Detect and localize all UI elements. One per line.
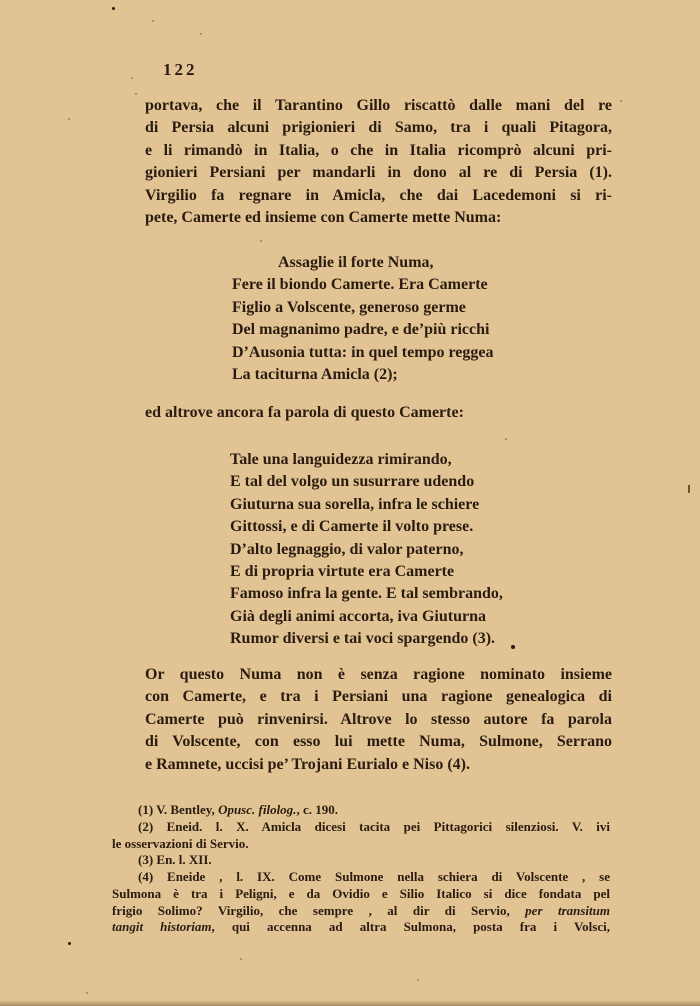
scan-bottom-shadow [0, 1000, 700, 1006]
footnote-text: , qui accenna ad altra Sulmona, posta fra i Volsci, [211, 919, 610, 935]
footnote-italic-phrase: per transitum [525, 902, 611, 918]
paragraph-line: gionieri Persiani per mandarli in dono al re di Persia (1). [145, 164, 612, 182]
ink-speck [240, 958, 242, 960]
paragraph-line: pete, Camerte ed insieme con Camerte mette Numa: [145, 209, 502, 227]
verse-line: Fere il biondo Camerte. Era Camerte [232, 276, 488, 294]
ink-speck [511, 645, 515, 649]
verse-line: E tal del volgo un susurrare udendo [230, 473, 475, 491]
verse-line: Giuturna sua sorella, infra le schiere [230, 495, 480, 513]
paragraph-line: Or questo Numa non è senza ragione nominato insieme [145, 666, 612, 683]
footnote-italic-phrase: tangit historiam [112, 919, 212, 935]
footnotes-block [112, 802, 610, 936]
verse-line: Tale una languidezza rimirando, [230, 451, 452, 468]
ink-speck [68, 118, 70, 120]
ink-speck [68, 942, 71, 945]
footnote-2-line-2: le osservazioni di Servio. [112, 835, 249, 851]
footnote-4-line-2: Sulmona è tra i Peligni, e da Ovidio e Silio Italico si dice fondata pel [112, 885, 610, 901]
footnote-4-line-1: (4) Eneide , l. IX. Come Sulmone nella schiera di Volscente , se [138, 869, 610, 884]
paragraph-1 [145, 95, 612, 229]
ink-speck [135, 93, 137, 95]
paragraph-line: di Persia alcuni prigionieri di Samo, tra i quali Pitagora, [145, 119, 612, 137]
footnote-4-line-4 [112, 919, 610, 936]
verse-line: Figlio a Volscente, generoso germe [232, 298, 466, 316]
verse-line: Già degli animi accorta, iva Giuturna [230, 607, 486, 625]
verse-line: Gittossi, e di Camerte il volto prese. [230, 518, 474, 536]
interlude-text: ed altrove ancora fa parola di questo Camerte: [145, 404, 464, 421]
verse-line: La taciturna Amicla (2); [232, 366, 398, 384]
ink-speck [131, 77, 133, 79]
verse-line: Assaglie il forte Numa, [278, 254, 434, 271]
verse-quotation-1 [232, 252, 493, 386]
ink-speck [152, 20, 154, 22]
footnote-3: (3) En. l. XII. [138, 852, 212, 868]
paragraph-line: di Volscente, con esso lui mette Numa, Sulmone, Serrano [145, 733, 612, 751]
footnote-2-line-1: (2) Eneid. l. X. Amicla dicesi tacita pei Pittagorici silenziosi. V. ivi [138, 818, 610, 834]
verse-line: Rumor diversi e tai voci spargendo (3). [230, 630, 496, 648]
scan-edge-mark [688, 485, 690, 493]
ink-speck [505, 438, 507, 440]
ink-speck [620, 100, 622, 102]
verse-quotation-2 [230, 449, 503, 651]
footnote-4-line-3 [112, 903, 610, 920]
footnote-italic-title: Opusc. filolog. [218, 802, 297, 817]
paragraph-line: e Ramnete, uccisi pe’ Trojani Eurialo e Niso (4). [145, 755, 470, 773]
paragraph-2 [145, 664, 612, 776]
ink-speck [86, 992, 88, 994]
footnote-text: frigio Solimo? Virgilio, che sempre , al dir di Servio, [112, 902, 526, 918]
page-number: 122 [163, 60, 198, 79]
paragraph-line: portava, che il Tarantino Gillo riscattò dalle mani del re [145, 97, 612, 114]
footnote-text: , c. 190. [296, 802, 338, 817]
footnote-1 [112, 802, 610, 819]
ink-speck [200, 33, 202, 35]
verse-line: D’alto legnaggio, di valor paterno, [230, 540, 464, 558]
verse-line: E di propria virtute era Camerte [230, 563, 455, 581]
verse-line: Famoso infra la gente. E tal sembrando, [230, 585, 503, 603]
footnote-text: (1) V. Bentley, [138, 802, 219, 817]
paragraph-line: Virgilio fa regnare in Amicla, che dai Lacedemoni si ri- [145, 186, 612, 204]
paragraph-line: con Camerte, e tra i Persiani una ragione genealogica di [145, 688, 612, 706]
verse-line: D’Ausonia tutta: in quel tempo reggea [232, 343, 494, 361]
ink-speck [260, 240, 262, 242]
verse-line: Del magnanimo padre, e de’più ricchi [232, 321, 490, 339]
ink-speck [417, 979, 419, 981]
paragraph-line: Camerte può rinvenirsi. Altrove lo stesso autore fa parola [145, 710, 612, 728]
ink-speck [112, 7, 115, 10]
paragraph-line: e li rimandò in Italia, o che in Italia ricomprò alcuni pri- [145, 141, 612, 159]
